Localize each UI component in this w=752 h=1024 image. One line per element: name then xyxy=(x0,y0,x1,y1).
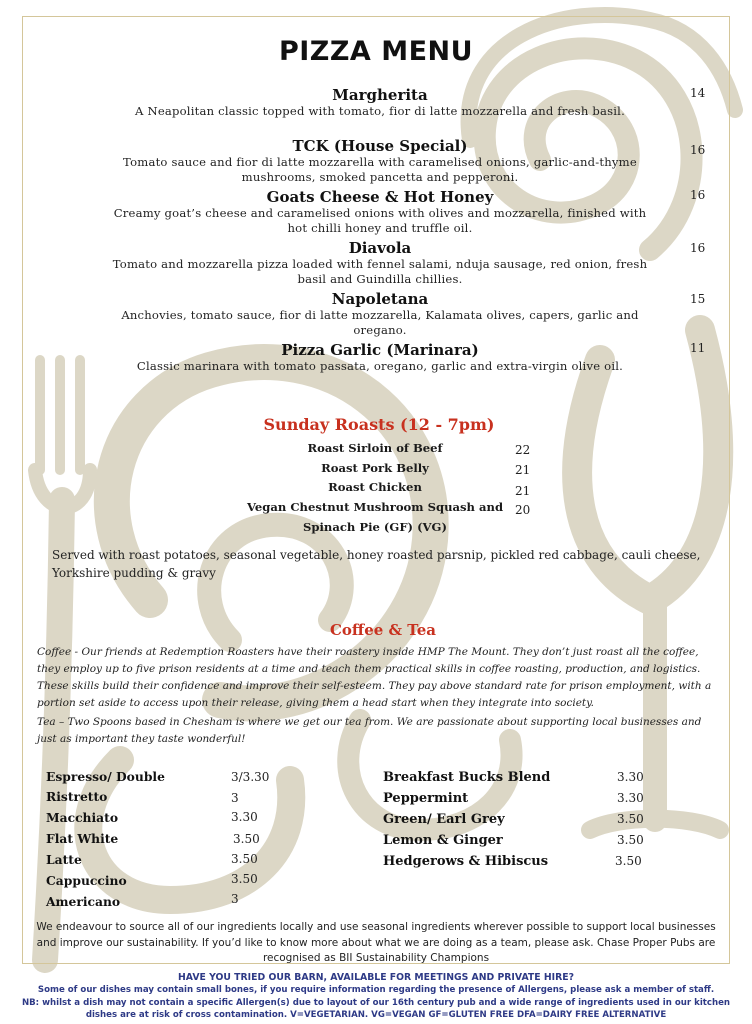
coffee-item: Macchiato xyxy=(46,810,119,825)
roast-accompaniments-note: Served with roast potatoes, seasonal vegetable, honey roasted parsnip, pickled red cabbage, cauli cheese, Yorkshire pudding & gravy xyxy=(52,548,701,580)
item-price: 14 xyxy=(690,86,706,100)
menu-item-margherita xyxy=(110,86,650,119)
tea-description: Tea – Two Spoons based in Chesham is where we get our tea from. We are passionate about supporting local businesses and just as important they taste wonderful! xyxy=(37,716,702,745)
menu-item-napoletana xyxy=(110,290,650,337)
footer-dietary-key: dishes are at risk of cross contamination. V=VEGETARIAN. VG=VEGAN GF=GLUTEN FREE DFA=DAIRY FREE ALTERNATIVE xyxy=(85,1010,667,1020)
item-description: Classic marinara with tomato passata, oregano, garlic and extra-virgin olive oil. xyxy=(136,359,624,373)
coffee-description: Coffee - Our friends at Redemption Roasters have their roastery inside HMP The Mount. They don’t just roast all the coffee, they employ up to five prison residents at a time and teach them practical skills in coffee roasting, production, and logistics. These skills build their confidence and improve their self-esteem. They pay above standard rate for prison employment, with a portion set aside to access upon their release, giving them a head start when they integrate into society. xyxy=(37,646,712,709)
section-title-roasts: Sunday Roasts (12 - 7pm) xyxy=(263,415,495,434)
item-description: Creamy goat’s cheese and caramelised onions with olives and mozzarella, finished with hot chilli honey and truffle oil. xyxy=(113,206,647,235)
coffee-item: Cappuccino xyxy=(46,873,127,888)
tea-price: 3.30 xyxy=(617,791,644,805)
item-price: 16 xyxy=(690,241,706,255)
tea-item: Hedgerows & Hibiscus xyxy=(383,854,549,869)
item-description: Anchovies, tomato sauce, fior di latte mozzarella, Kalamata olives, capers, garlic and oregano. xyxy=(121,308,639,337)
coffee-item: Ristretto xyxy=(46,789,108,804)
roast-price: 21 xyxy=(515,484,531,498)
roast-price: 21 xyxy=(515,463,531,477)
footer-allergen-note: Some of our dishes may contain small bones, if you require information regarding the presence of Allergens, please ask a member of staff. xyxy=(37,985,715,995)
roast-price: 20 xyxy=(515,503,531,517)
coffee-item: Latte xyxy=(46,852,82,867)
item-description: Tomato sauce and fior di latte mozzarella with caramelised onions, garlic-and-thyme mushrooms, smoked pancetta and pepperoni. xyxy=(123,155,637,184)
sustainability-statement: We endeavour to source all of our ingredients locally and use seasonal ingredients wherever possible to support local businesses and improve our sustainability. If you’d like to know more about what we are doing as a team, please ask. Chase Proper Pubs are recognised as BII Sustainability Champions xyxy=(36,921,716,964)
item-description: Tomato and mozzarella pizza loaded with fennel salami, nduja sausage, red onion, fresh basil and Guindilla chillies. xyxy=(112,257,648,286)
item-name: TCK (House Special) xyxy=(292,137,468,155)
coffee-price: 3.50 xyxy=(231,852,258,866)
tea-price: 3.30 xyxy=(617,770,644,784)
item-price: 15 xyxy=(690,292,706,306)
item-price: 11 xyxy=(690,341,706,355)
coffee-item: Espresso/ Double xyxy=(46,769,165,784)
tea-item: Peppermint xyxy=(383,791,469,806)
tea-price: 3.50 xyxy=(615,854,642,868)
menu-item-goats-cheese xyxy=(110,188,650,235)
item-name: Napoletana xyxy=(331,290,429,308)
page-title: PIZZA MENU xyxy=(278,36,474,67)
menu-item-tck xyxy=(110,137,650,184)
menu-item-diavola xyxy=(110,239,650,286)
roast-item: Vegan Chestnut Mushroom Squash and Spinach Pie (GF) (VG) xyxy=(246,500,504,534)
item-price: 16 xyxy=(690,143,706,157)
footer-barn-hire: HAVE YOU TRIED OUR BARN, AVAILABLE FOR MEETINGS AND PRIVATE HIRE? xyxy=(177,972,575,983)
tea-price: 3.50 xyxy=(617,812,644,826)
coffee-price: 3.30 xyxy=(231,810,258,824)
tea-item: Green/ Earl Grey xyxy=(383,812,505,827)
tea-item: Lemon & Ginger xyxy=(383,833,503,848)
item-description: A Neapolitan classic topped with tomato, fior di latte mozzarella and fresh basil. xyxy=(135,104,625,118)
roast-item: Roast Chicken xyxy=(328,480,422,494)
item-name: Goats Cheese & Hot Honey xyxy=(266,188,494,206)
coffee-price: 3.50 xyxy=(233,832,260,846)
coffee-item: Americano xyxy=(46,894,121,909)
footer-cross-contamination: NB: whilst a dish may not contain a specific Allergen(s) due to layout of our 16th century pub and a wide range of ingredients used in our kitchen xyxy=(21,998,731,1008)
item-name: Pizza Garlic (Marinara) xyxy=(281,341,479,359)
coffee-price: 3 xyxy=(231,791,239,805)
coffee-price: 3 xyxy=(231,892,239,906)
tea-item: Breakfast Bucks Blend xyxy=(383,770,551,785)
menu-item-pizza-garlic xyxy=(110,341,650,374)
coffee-price: 3/3.30 xyxy=(231,770,270,784)
item-name: Margherita xyxy=(332,86,428,104)
coffee-item: Flat White xyxy=(46,831,119,846)
coffee-price: 3.50 xyxy=(231,872,258,886)
roast-item: Roast Sirloin of Beef xyxy=(307,441,443,455)
section-title-coffee-tea: Coffee & Tea xyxy=(329,621,437,639)
item-name: Diavola xyxy=(348,239,412,257)
roast-item: Roast Pork Belly xyxy=(321,461,429,475)
item-price: 16 xyxy=(690,188,706,202)
tea-price: 3.50 xyxy=(617,833,644,847)
roast-price: 22 xyxy=(515,443,531,457)
